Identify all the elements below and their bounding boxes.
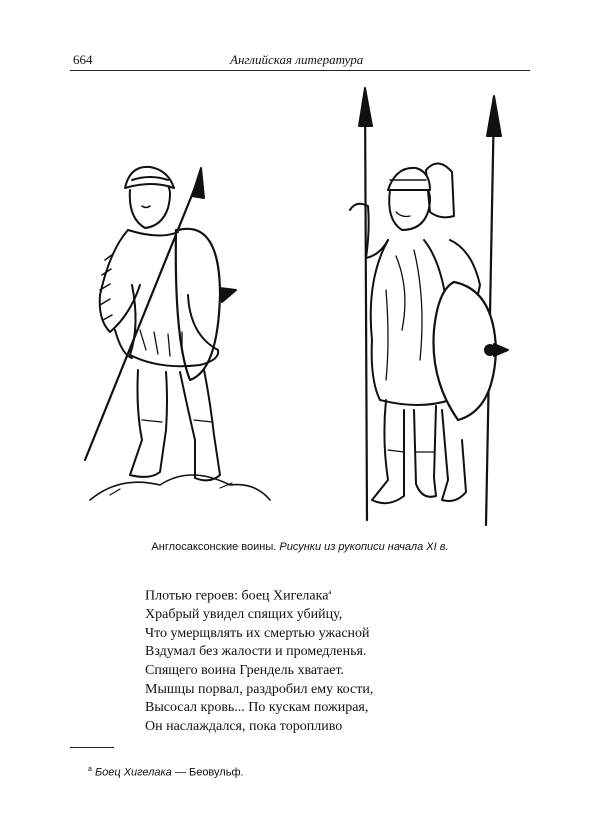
poem-line-4: Вздумал без жалости и промедленья.	[145, 644, 367, 660]
right-spear-1	[365, 92, 367, 520]
poem-line-6: Мышцы порвал, раздробил ему кости,	[145, 681, 374, 697]
left-warrior-figure	[85, 167, 270, 500]
footnote	[88, 766, 244, 779]
left-warrior-head	[130, 186, 170, 228]
footnote-definition: — Беовульф.	[174, 766, 244, 779]
poem-line-8: Он наслаждался, пока торопливо	[145, 718, 343, 734]
footnote-term: Боец Хигелака	[94, 766, 172, 779]
poem-line-1: Плотью героев: боец Хигелака$^а$	[145, 588, 332, 604]
warriors-illustration	[70, 80, 530, 540]
page-number: 664	[73, 52, 93, 67]
footnote-marker-ref: а	[88, 766, 92, 773]
poem-line-5: Спящего воина Грендель хватает.	[145, 663, 345, 679]
header-rule	[70, 70, 530, 71]
running-title: Английская литература	[230, 52, 364, 67]
poem-text	[145, 583, 373, 736]
caption-plain: Англосаксонские воины.	[151, 541, 277, 553]
poem-line-7: Высосал кровь... По кускам пожирая,	[145, 700, 369, 716]
left-warrior-legs	[130, 370, 167, 477]
right-warriors-figure	[350, 88, 508, 525]
poem-line-2: Храбрый увидел спящих убийцу,	[145, 607, 343, 623]
footnote-rule	[70, 747, 114, 748]
figure-caption	[0, 541, 600, 553]
poem-line-3: Что умерщвлять их смертью ужасной	[145, 625, 370, 641]
right-warrior-helmet	[388, 168, 430, 190]
left-ground	[90, 475, 270, 500]
left-spear-head	[192, 168, 204, 198]
caption-italic: Рисунки из рукописи начала XI в.	[279, 541, 449, 553]
left-warrior-shield	[176, 229, 220, 380]
footnote-marker: а	[328, 588, 332, 596]
